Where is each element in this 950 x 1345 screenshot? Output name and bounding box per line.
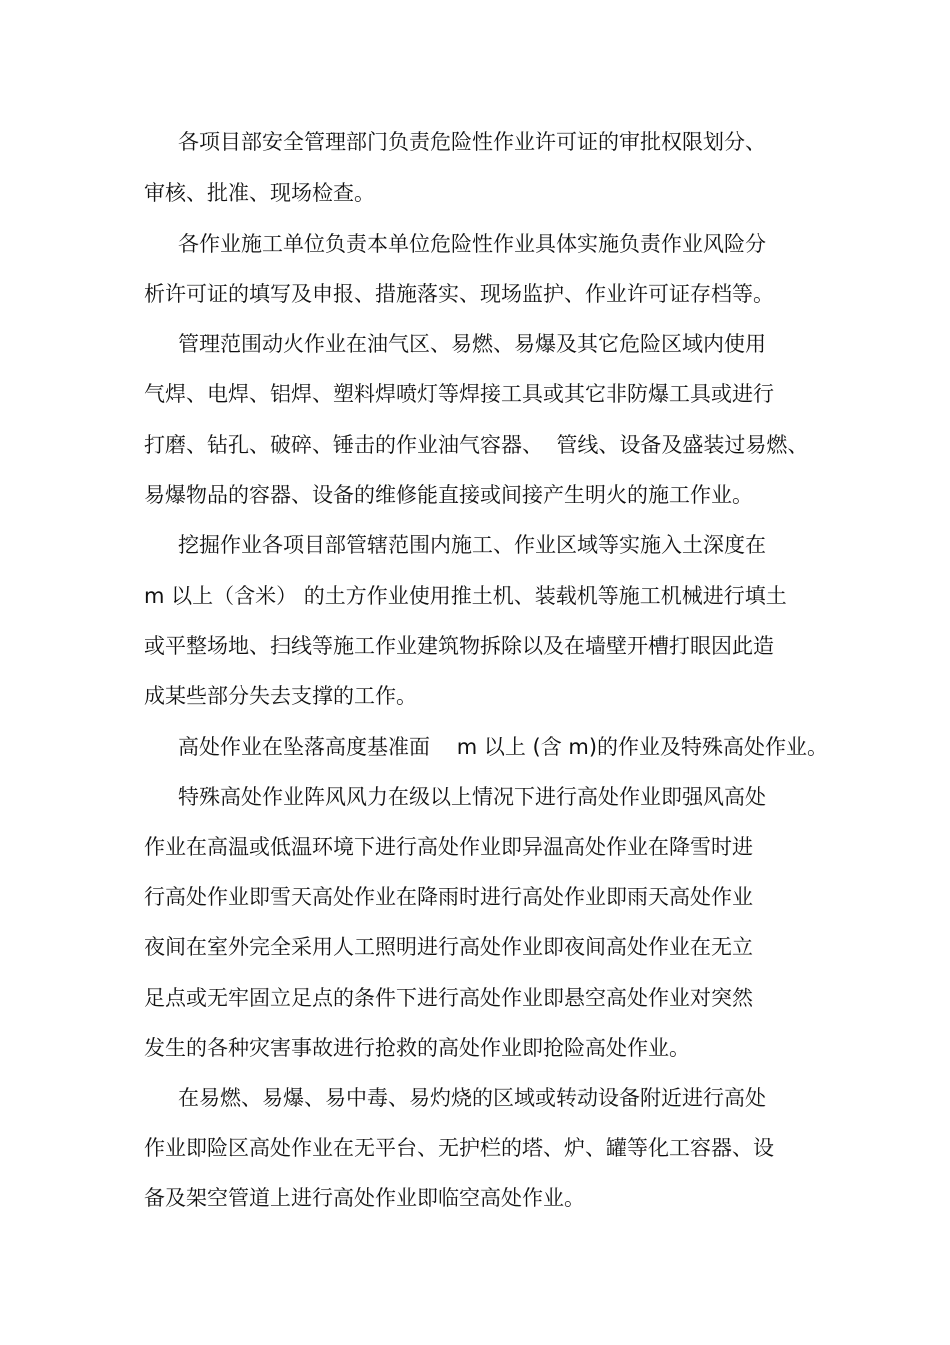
paragraph-line: 审核、批准、现场检查。 — [144, 181, 375, 205]
paragraph-line: 各项目部安全管理部门负责危险性作业许可证的审批权限划分、 — [178, 130, 766, 154]
paragraph-line: 挖掘作业各项目部管辖范围内施工、作业区域等实施入土深度在 — [178, 533, 766, 557]
paragraph-line: 各作业施工单位负责本单位危险性作业具体实施负责作业风险分 — [178, 232, 766, 256]
paragraph-line: 发生的各种灾害事故进行抢救的高处作业即抢险高处作业。 — [144, 1036, 690, 1060]
paragraph-line: 足点或无牢固立足点的条件下进行高处作业即悬空高处作业对突然 — [144, 986, 753, 1010]
paragraph-line: 作业即险区高处作业在无平台、无护栏的塔、炉、罐等化工容器、设 — [144, 1136, 774, 1160]
paragraph-line: 打磨、钻孔、破碎、锤击的作业油气容器、 管线、设备及盛装过易燃、 — [144, 433, 809, 457]
paragraph-line: 夜间在室外完全采用人工照明进行高处作业即夜间高处作业在无立 — [144, 935, 753, 959]
paragraph-line: 析许可证的填写及申报、措施落实、现场监护、作业许可证存档等。 — [144, 282, 774, 306]
paragraph-line: 在易燃、易爆、易中毒、易灼烧的区域或转动设备附近进行高处 — [178, 1086, 766, 1110]
paragraph-line: 或平整场地、扫线等施工作业建筑物拆除以及在墙壁开槽打眼因此造 — [144, 634, 774, 658]
paragraph-line: 气焊、电焊、铝焊、塑料焊喷灯等焊接工具或其它非防爆工具或进行 — [144, 382, 774, 406]
paragraph-line: 成某些部分失去支撑的工作。 — [144, 684, 417, 708]
paragraph-line: 行高处作业即雪天高处作业在降雨时进行高处作业即雨天高处作业 — [144, 885, 753, 909]
paragraph-line: 作业在高温或低温环境下进行高处作业即异温高处作业在降雪时进 — [144, 835, 753, 859]
paragraph-line: 高处作业在坠落高度基准面 m 以上 (含 m)的作业及特殊高处作业。 — [178, 735, 829, 759]
paragraph-line: 管理范围动火作业在油气区、易燃、易爆及其它危险区域内使用 — [178, 332, 766, 356]
paragraph-line: m 以上（含米） 的土方作业使用推土机、装载机等施工机械进行填土 — [144, 584, 787, 608]
paragraph-line: 备及架空管道上进行高处作业即临空高处作业。 — [144, 1186, 585, 1210]
paragraph-line: 易爆物品的容器、设备的维修能直接或间接产生明火的施工作业。 — [144, 483, 753, 507]
paragraph-line: 特殊高处作业阵风风力在级以上情况下进行高处作业即强风高处 — [178, 785, 766, 809]
